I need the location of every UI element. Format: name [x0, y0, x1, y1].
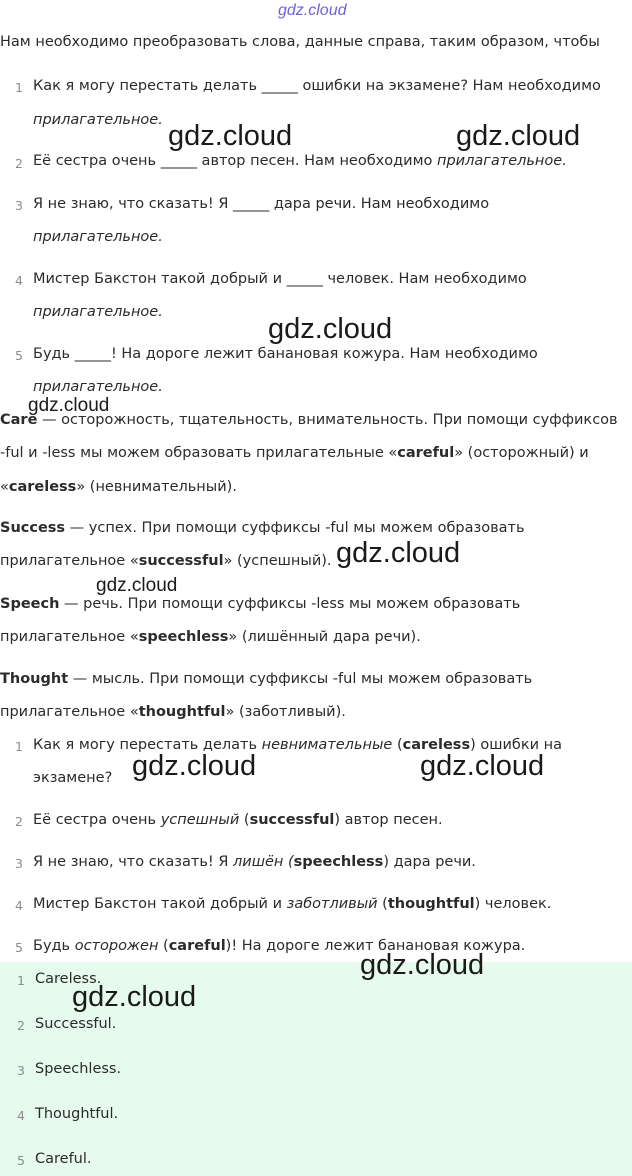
question-number: 4 — [15, 273, 23, 288]
explanation-text: прилагательное « — [0, 704, 139, 720]
filled-sentence — [33, 896, 551, 912]
filled-number: 2 — [15, 814, 23, 829]
explanation-line — [0, 704, 346, 720]
answer-word: careless — [402, 737, 471, 753]
answer-item: Careful. — [35, 1151, 92, 1167]
translation: заботливый — [286, 896, 378, 912]
answer-word: successful — [249, 812, 335, 828]
answer-number: 1 — [17, 973, 25, 988]
filled-number: 1 — [15, 739, 23, 754]
sentence-text: Её сестра очень — [33, 812, 161, 828]
sentence-text: ( — [158, 938, 169, 954]
explanation-text: » (невнимательный). — [76, 479, 237, 495]
question-line: Будь _____! На дороге лежит банановая кожура. Нам необходимо — [33, 346, 538, 362]
explanation-text: — успех. При помощи суффиксы -ful мы можем образовать — [65, 520, 525, 536]
filled-number: 3 — [15, 856, 23, 871]
answer-item: Thoughtful. — [35, 1106, 119, 1122]
explanation-text: » (успешный). — [223, 553, 332, 569]
question-hint: прилагательное. — [33, 379, 163, 395]
answer-number: 4 — [17, 1108, 25, 1123]
question-line: Как я могу перестать делать _____ ошибки на экзамене? Нам необходимо — [33, 78, 601, 94]
question-hint: прилагательное. — [33, 304, 163, 320]
answer-word: speechless — [293, 854, 384, 870]
filled-number: 5 — [15, 940, 23, 955]
explanation-text: » (заботливый). — [225, 704, 346, 720]
keyword: careless — [8, 479, 77, 495]
watermark: gdz.cloud — [360, 949, 485, 981]
answer-word: thoughtful — [387, 896, 475, 912]
translation: осторожен — [74, 938, 159, 954]
sentence-text: ) ошибки на — [470, 737, 563, 753]
watermark: gdz.cloud — [268, 313, 393, 345]
watermark: gdz.cloud — [336, 537, 461, 569]
filled-number: 4 — [15, 898, 23, 913]
question-text: Её сестра очень _____ автор песен. Нам необходимо — [33, 153, 437, 169]
watermark: gdz.cloud — [96, 575, 178, 596]
sentence-text: Мистер Бакстон такой добрый и — [33, 896, 287, 912]
explanation-line — [0, 445, 589, 461]
sentence-text: ) дара речи. — [383, 854, 476, 870]
question-number: 1 — [15, 80, 23, 95]
keyword: Speech — [0, 596, 60, 612]
explanation-line — [0, 553, 332, 569]
keyword: speechless — [138, 629, 229, 645]
explanation-text: прилагательное « — [0, 553, 139, 569]
sentence-text: ( — [392, 737, 403, 753]
watermark: gdz.cloud — [132, 750, 257, 782]
question-hint: прилагательное. — [436, 153, 567, 169]
question-number: 3 — [15, 198, 23, 213]
translation: успешный — [160, 812, 240, 828]
explanation-text: -ful и -less мы можем образовать прилагательные « — [0, 445, 398, 461]
explanation-text: — осторожность, тщательность, внимательность. При помощи суффиксов — [37, 412, 618, 428]
filled-sentence-line: экзамене? — [33, 770, 113, 786]
question-line — [33, 304, 163, 320]
keyword: Care — [0, 412, 38, 428]
question-line — [33, 229, 163, 245]
sentence-text: ( — [239, 812, 250, 828]
answer-item: Successful. — [35, 1016, 117, 1032]
explanation-success — [0, 520, 525, 536]
answer-number: 3 — [17, 1063, 25, 1078]
sentence-text: )! На дороге лежит банановая кожура. — [225, 938, 526, 954]
explanation-text: » (лишённый дара речи). — [228, 629, 421, 645]
keyword: successful — [138, 553, 224, 569]
intro-text: Нам необходимо преобразовать слова, данные справа, таким образом, чтобы — [0, 34, 600, 50]
question-line — [33, 112, 163, 128]
sentence-text: ) автор песен. — [334, 812, 443, 828]
watermark: gdz.cloud — [168, 120, 293, 152]
explanation-line — [0, 629, 421, 645]
sentence-text: ( — [377, 896, 388, 912]
translation: лишён ( — [233, 854, 294, 870]
question-line: Я не знаю, что сказать! Я _____ дара речи. Нам необходимо — [33, 196, 490, 212]
question-hint: прилагательное. — [33, 112, 163, 128]
keyword: Success — [0, 520, 66, 536]
watermark: gdz.cloud — [28, 395, 110, 416]
keyword: Thought — [0, 671, 69, 687]
explanation-thought — [0, 671, 532, 687]
answer-number: 2 — [17, 1018, 25, 1033]
watermark: gdz.cloud — [72, 981, 197, 1013]
watermark: gdz.cloud — [420, 750, 545, 782]
watermark: gdz.cloud — [456, 120, 581, 152]
sentence-text: ) человек. — [474, 896, 552, 912]
explanation-speech — [0, 596, 520, 612]
explanation-text: — речь. При помощи суффиксы -less мы можем образовать — [59, 596, 521, 612]
explanation-line — [0, 479, 237, 495]
explanation-text: прилагательное « — [0, 629, 139, 645]
explanation-text: — мысль. При помощи суффиксы -ful мы можем образовать — [68, 671, 533, 687]
site-logo[interactable]: gdz.cloud — [278, 2, 347, 19]
explanation-text: » (осторожный) и — [454, 445, 589, 461]
translation: невнимательные — [261, 737, 393, 753]
sentence-text: Я не знаю, что сказать! Я — [33, 854, 233, 870]
answer-item: Speechless. — [35, 1061, 122, 1077]
explanation-text: « — [0, 479, 9, 495]
question-line — [33, 153, 567, 169]
filled-sentence — [33, 854, 476, 870]
keyword: thoughtful — [138, 704, 226, 720]
sentence-text: Будь — [33, 938, 75, 954]
question-number: 2 — [15, 156, 23, 171]
question-line: Мистер Бакстон такой добрый и _____ человек. Нам необходимо — [33, 271, 527, 287]
keyword: careful — [397, 445, 455, 461]
question-hint: прилагательное. — [33, 229, 163, 245]
question-line — [33, 379, 163, 395]
question-number: 5 — [15, 348, 23, 363]
sentence-text: Как я могу перестать делать — [33, 737, 262, 753]
answer-number: 5 — [17, 1153, 25, 1168]
answer-item: Careless. — [35, 971, 102, 987]
filled-sentence — [33, 812, 443, 828]
answer-word: careful — [168, 938, 226, 954]
